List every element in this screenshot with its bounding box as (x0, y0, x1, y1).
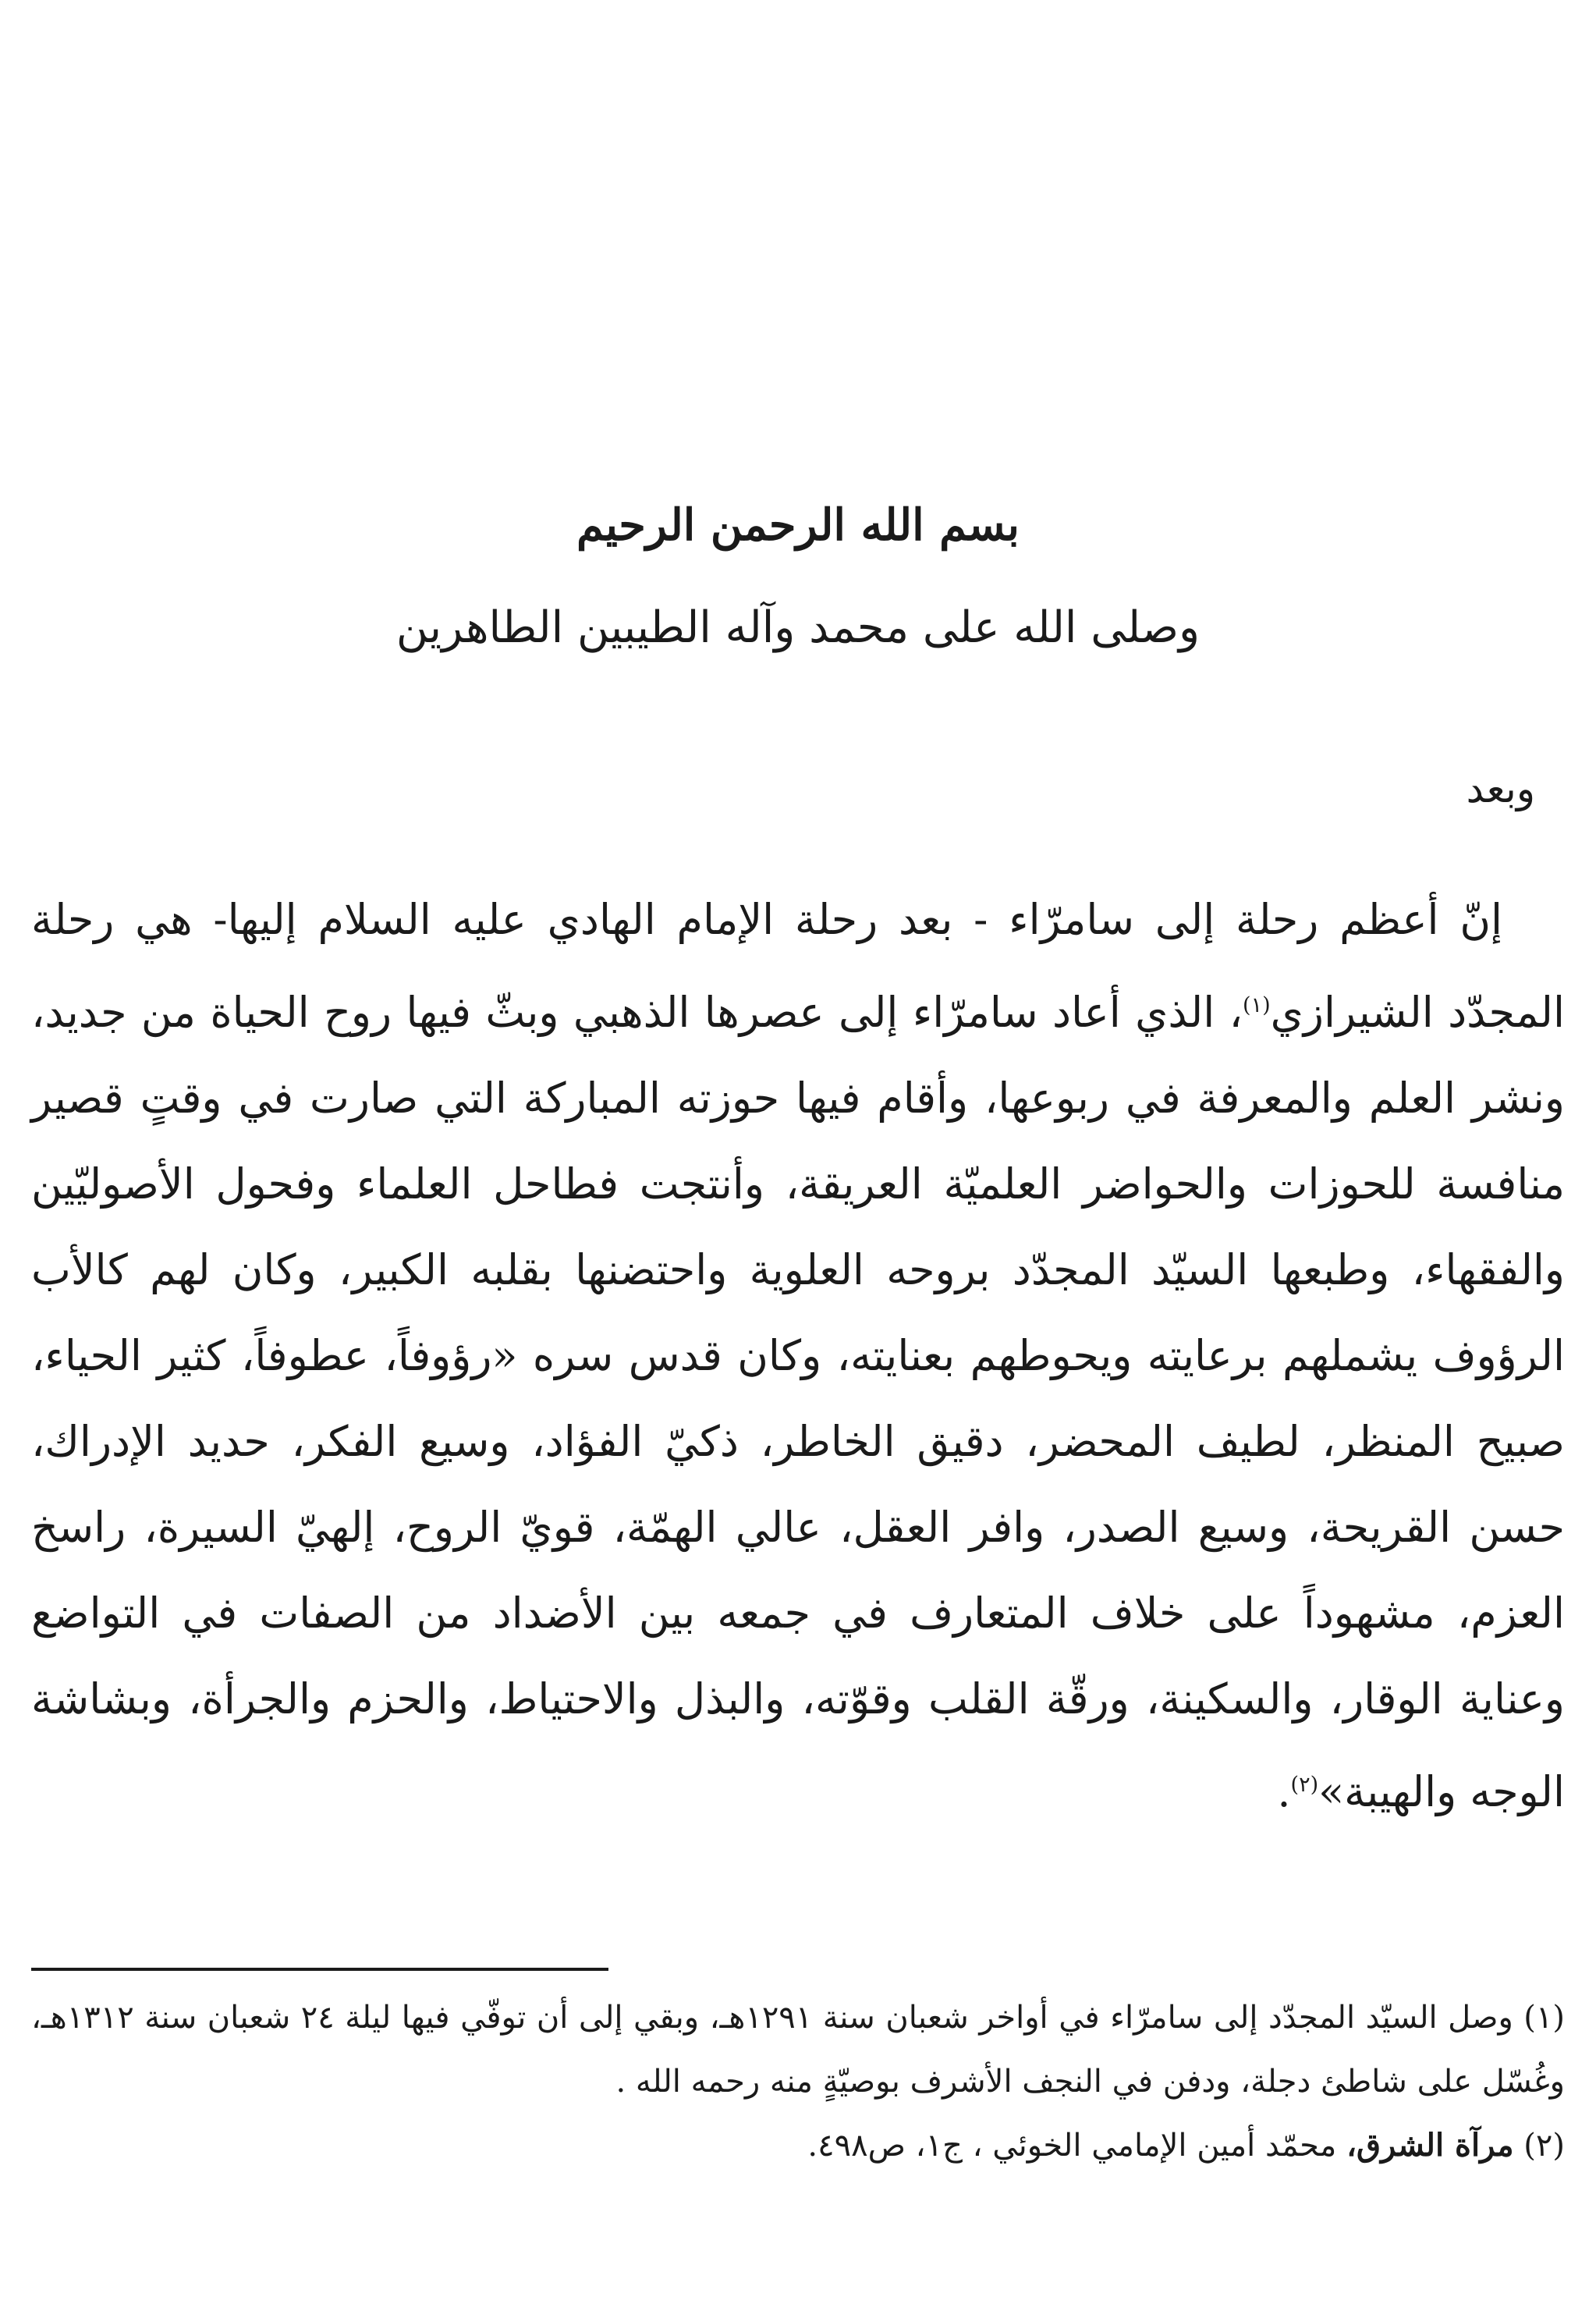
footnote-separator (31, 1968, 608, 1971)
paragraph-end: . (1277, 1767, 1291, 1816)
footnotes (31, 1986, 1565, 2178)
opening-word: وبعد (1466, 766, 1535, 811)
footnote-2-number: (٢) (1523, 2128, 1565, 2164)
footnote-ref-1: (١) (1243, 993, 1271, 1017)
footnote-2 (31, 2114, 1565, 2178)
footnote-ref-2: (٢) (1290, 1773, 1319, 1797)
footnote-2-details: محمّد أمين الإمامي الخوئي ، ج١، ص٤٩٨. (807, 2128, 1337, 2164)
footnote-1: (١) وصل السيّد المجدّد إلى سامرّاء في أواخر شعبان سنة ١٢٩١هـ، وبقي إلى أن توفّي فيها ليلة ٢٤ شعبان سنة ١٣١٢هـ، وغُسّل على شاطئ دجلة، ودفن في النجف الأشرف بوصيّةٍ منه رحمه الله . (31, 2000, 1565, 2100)
main-paragraph (31, 877, 1565, 1835)
paragraph-text: إنّ أعظم رحلة إلى سامرّاء - بعد رحلة الإمام الهادي عليه السلام إليها- هي رحلة المجدّد الشيرازي (31, 895, 1566, 1037)
paragraph-continuation: ، الذي أعاد سامرّاء إلى عصرها الذهبي وبثّ فيها روح الحياة من جديد، ونشر العلم والمعرفة في ربوعها، وأقام فيها حوزته المباركة التي صارت في وقتٍ قصير منافسة للحوزات والحواضر العلميّة العريقة، وأنتجت فطاحل العلماء وفحول الأصوليّين والفقهاء، وطبعها السيّد المجدّد بروحه العلوية واحتضنها بقلبه الكبير، وكان لهم كالأب الرؤوف يشملهم برعايته ويحوطهم بعنايته، وكان قدس سره «رؤوفاً، عطوفاً، كثير الحياء، صبيح المنظر، لطيف المحضر، دقيق الخاطر، ذكيّ الفؤاد، وسيع الفكر، حديد الإدراك، حسن القريحة، وسيع الصدر، وافر العقل، عالي الهمّة، قويّ الروح، إلهيّ السيرة، راسخ العزم، مشهوداً على خلاف المتعارف في جمعه بين الأضداد من الصفات في التواضع وعناية الوقار، والسكينة، ورقّة القلب وقوّته، والبذل والاحتياط، والحزم والجرأة، وبشاشة الوجه والهيبة» (31, 988, 1565, 1816)
footnote-2-source: مرآة الشرق، (1346, 2127, 1514, 2164)
salutation-line: وصلى الله على محمد وآله الطيبين الطاهرين (395, 602, 1201, 653)
basmala-heading: بسم الله الرحمن الرحيم (576, 499, 1020, 551)
